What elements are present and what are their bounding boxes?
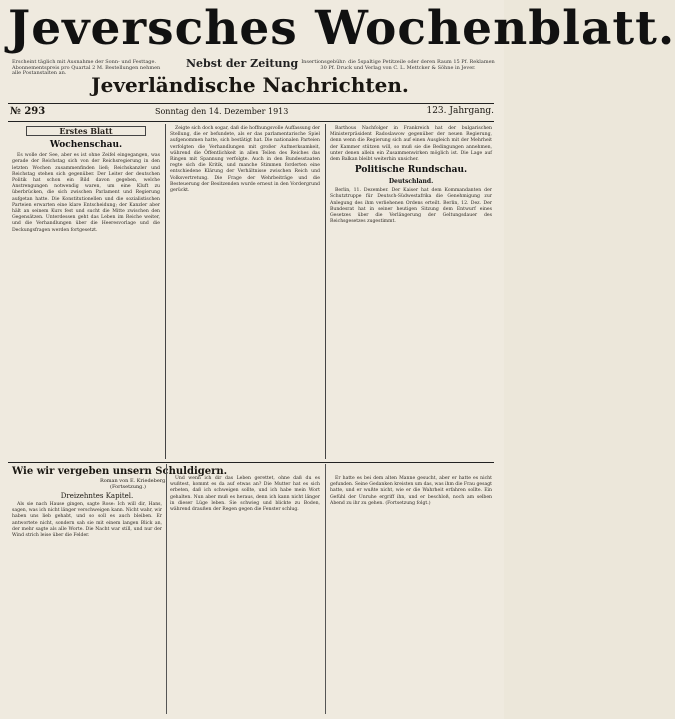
masthead-subtitle: Nebst der Zeitung <box>186 57 299 70</box>
newspaper-title: Jeversches Wochenblatt. <box>8 1 675 56</box>
serial-column-3-text: Er hatte es bei dem alten Manne gesucht, aber er hatte es nicht gefunden. Seine Gedanken kreisten um das, was ihm die Frau gesagt hatte, und er wußte nicht, wie er die Wahrheit erfahren sollte. Ein Gefühl der Unruhe ergriff ihn, und er beschloß, noch am selben Abend zu ihr zu gehen. (Fortsetzung folgt.) <box>330 476 492 506</box>
germany-subheading: Deutschland. <box>388 178 434 186</box>
issue-year: 123. Jahrgang. <box>426 106 494 116</box>
chapter-heading: Dreizehntes Kapitel. <box>60 492 134 500</box>
column-divider-2 <box>325 124 326 459</box>
column-2-text: Zeigte sich doch sogar, daß die hoffnungsvolle Auffassung der Stellung, die er befundete, als er das parlamentarische Spiel aufgenommen hatte, sich bestätigt hat. Die nationalen Parteien verfolgten die Verhandlungen mit großer Aufmerksamkeit, während die Öffentlichkeit in allen Teilen des Reiches das Ringen mit Spannung verfolgte. Auch in den Bundesstaaten regte sich die Kritik, und manche Stimmen forderten eine entschiedene Klärung der Verhältnisse zwischen Reich und Volksvertretung. Die Frage der Wehrbeiträge und die Besteuerung der Besitzenden wurde erneut in den Vordergrund gerückt. <box>170 126 320 194</box>
serial-note: (Fortsetzung.) <box>110 484 146 490</box>
serial-column-1 <box>12 502 162 714</box>
column-3-text: Barthous Nachfolger in Frankreich hat der bulgarischen Ministerpräsident Radoslawow gegenüber der neuen Regierung, denn wenn die Regierung sich auf einen Ausgleich mit der Mehrheit der Kammer stützen will, so muß sie die Bedingungen annehmen, unter denen allein ein Zusammenwirken möglich ist. Die Lage auf dem Balkan bleibt weiterhin unsicher. <box>330 126 492 163</box>
masthead-left-note: Erscheint täglich mit Ausnahme der Sonn- und Festtage. Abonnementspreis pro Quartal 2 M. Bestellungen nehmen alle Postanstalten an. <box>12 59 161 76</box>
serial-column-2-text: Und wenn ich dir das Leben gerettet, ohne daß du es wußtest, kommt es da auf etwas an? Die Mutter hat es sich erbeten, daß ich schweigen sollte, und ich habe mein Wort gehalten. Nun aber muß es heraus, denn ich kann nicht länger in dieser Lüge leben. Sie schwieg und blickte zu Boden, während draußen der Regen gegen die Fenster schlug. <box>170 476 320 513</box>
column-3 <box>330 126 492 458</box>
issue-number: № 293 <box>10 106 46 117</box>
first-sheet-label: Erstes Blatt <box>26 126 146 136</box>
column-2 <box>170 126 320 458</box>
serial-heading: Wie wir vergeben unsern Schuldigern. <box>12 466 228 477</box>
serial-column-2 <box>170 476 320 714</box>
column-1-text: Es wolle der See, aber es ist ohne Zeifel eingegangen, was gerade der Reichstag sich von der Reichsregierung in den letzten Wochen zusammenfinden ließ; Reichskanzler und Reichstag stehen sich gegenüber. Der Leiter der deutschen Politik hat schon ein Bild davon gegeben, welche Anstrengungen notwendig waren, um eine Kluft zu überbrücken, die sich zwischen Parlament und Regierung aufgetan hatte. Die Konstitutionellen und die sozialistischen Parteien erwarten eine klare Entscheidung; der Kanzler aber hält an seinem Kurs fest und sucht die Mitte zwischen den Gegensätzen. Unterdessen geht das Leben im Reiche weiter, und die Verhandlungen über die Heeresvorlage und die Deckungsfragen werden fortgesetzt. <box>12 153 160 233</box>
info-rule <box>8 121 494 122</box>
serial-author: Roman von E. Kriedeberg. <box>100 478 167 484</box>
column-1 <box>12 126 160 458</box>
masthead-right-note: Insertionsgebühr: die 5spaltige Petitzeile oder deren Raum 15 Pf. Reklamen 30 Pf. Druck und Verlag von C. L. Mettcker & Söhne in Jever. <box>301 59 495 71</box>
column-divider-1 <box>165 124 166 459</box>
masthead <box>8 1 675 76</box>
issue-info-bar <box>10 106 494 120</box>
political-review-heading: Politische Rundschau. <box>354 165 468 176</box>
top-rule <box>8 103 494 104</box>
serial-column-3 <box>330 476 492 714</box>
weekly-review-heading: Wochenschau. <box>49 140 123 151</box>
serial-column-1-text: Als sie nach Hause gingen, sagte Rose: Ich will dir, Hans, sagen, was ich nicht länger verschweigen kann. Nicht wahr, wir haben uns lieb gehabt, und so soll es auch bleiben. Er antwortete nicht, sondern sah sie mit einem langen Blick an, der mehr sagte als alle Worte. Die Nacht war still, und nur der Wind strich leise über die Felder. <box>12 502 162 539</box>
column-3-text-2: Berlin, 11. Dezember. Der Kaiser hat dem Kommandanten der Schutztruppe für Deutsch-Südwestafrika die Genehmigung zur Anlegung des ihm verliehenen Ordens erteilt. Berlin, 12. Dez. Der Bundesrat hat in seiner heutigen Sitzung dem Entwurf eines Gesetzes über die Verlängerung der Geltungsdauer des Reichsgesetzes zugestimmt. <box>330 188 492 225</box>
serial-divider-1 <box>166 464 167 714</box>
issue-date: Sonntag den 14. Dezember 1913 <box>155 107 289 116</box>
serial-rule <box>8 462 494 463</box>
supplement-title: Jeverländische Nachrichten. <box>91 73 409 97</box>
serial-divider-2 <box>325 464 326 714</box>
